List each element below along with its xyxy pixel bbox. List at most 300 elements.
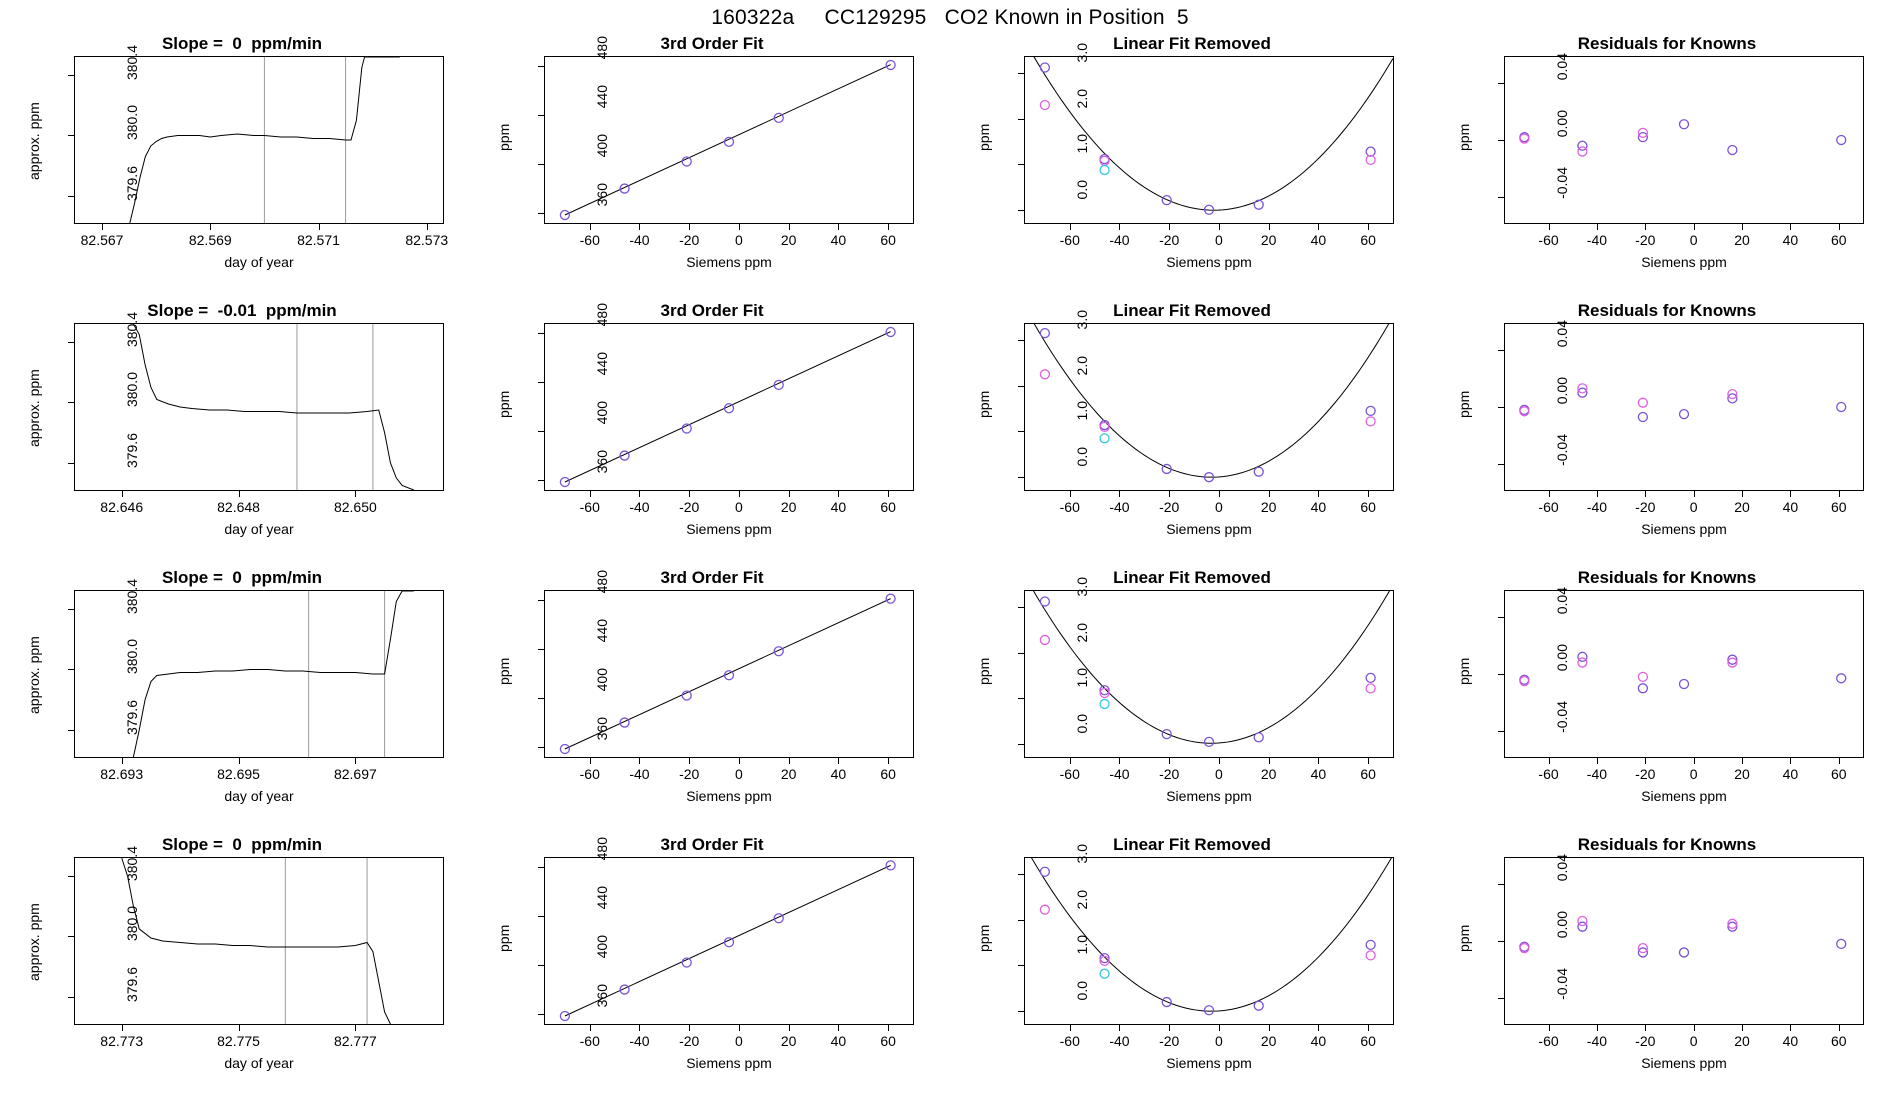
- x-tickmark: [122, 491, 123, 497]
- y-tickmark: [538, 649, 544, 650]
- x-tick-label: -40: [1586, 1033, 1608, 1049]
- y-tickmark: [538, 164, 544, 165]
- x-tick-label: -40: [629, 499, 650, 515]
- y-tick-label: -0.04: [1554, 701, 1570, 734]
- y-axis-label: approx. ppm: [26, 635, 42, 714]
- y-tick-label: 440: [594, 618, 610, 643]
- y-tickmark: [68, 463, 74, 464]
- y-axis-label: approx. ppm: [26, 368, 42, 447]
- x-tickmark: [1839, 224, 1840, 230]
- x-tick-label: 82.567: [80, 232, 124, 248]
- x-tick-label: 60: [1831, 766, 1847, 782]
- x-tick-label: -60: [579, 232, 600, 248]
- x-tickmark: [1269, 224, 1270, 230]
- x-tickmark: [1368, 758, 1369, 764]
- x-tick-label: 40: [830, 499, 847, 515]
- x-tickmark: [1119, 491, 1120, 497]
- x-tickmark: [1694, 758, 1695, 764]
- y-tickmark: [538, 1014, 544, 1015]
- panel-title: Residuals for Knowns: [1577, 301, 1757, 320]
- panel-title: Slope = 0 ppm/min: [161, 568, 323, 587]
- x-axis-label: Siemens ppm: [1166, 788, 1252, 804]
- y-axis-label: ppm: [1456, 657, 1472, 685]
- x-axis-label: Siemens ppm: [1641, 1055, 1727, 1071]
- y-tickmark: [1498, 941, 1504, 942]
- x-tickmark: [888, 224, 889, 230]
- x-axis-label: day of year: [224, 254, 294, 270]
- y-tick-label: -0.04: [1554, 968, 1570, 1001]
- x-tick-label: 40: [830, 1033, 847, 1049]
- x-tick-label: 82.777: [333, 1033, 377, 1049]
- y-tick-label: 440: [594, 885, 610, 910]
- y-axis-label: ppm: [496, 924, 512, 952]
- x-tickmark: [1318, 1025, 1319, 1031]
- panel-r1c1: [12, 30, 472, 297]
- x-tickmark: [122, 758, 123, 764]
- y-tickmark: [1018, 164, 1024, 165]
- panel-r3c2: [482, 564, 942, 831]
- panel-r2c4: [1442, 297, 1892, 564]
- y-tick-label: 0.00: [1554, 911, 1570, 939]
- x-tick-label: -60: [1538, 766, 1559, 782]
- x-tickmark: [1597, 1025, 1598, 1031]
- x-tick-label: 20: [1734, 232, 1750, 248]
- panel-r4c3: [962, 831, 1422, 1098]
- y-tick-label: 380.4: [124, 312, 140, 348]
- x-tick-label: 20: [780, 232, 797, 248]
- y-tick-label: -0.04: [1554, 434, 1570, 467]
- y-tickmark: [68, 196, 74, 197]
- panel-row: [0, 831, 1900, 1098]
- y-axis-label: approx. ppm: [26, 902, 42, 981]
- y-tick-label: 3.0: [1074, 844, 1090, 864]
- x-tick-label: 20: [780, 1033, 797, 1049]
- x-axis-label: Siemens ppm: [686, 1055, 772, 1071]
- panel-title: 3rd Order Fit: [660, 301, 764, 320]
- x-tickmark: [739, 491, 740, 497]
- x-tick-label: 82.646: [100, 499, 144, 515]
- x-tick-label: 20: [1734, 1033, 1750, 1049]
- panel-r2c1: [12, 297, 472, 564]
- y-axis-label: ppm: [976, 390, 992, 418]
- y-tickmark: [1018, 477, 1024, 478]
- x-tickmark: [739, 758, 740, 764]
- x-tick-label: -40: [629, 766, 650, 782]
- x-tickmark: [1694, 1025, 1695, 1031]
- x-tick-label: -40: [1586, 766, 1608, 782]
- x-tickmark: [1119, 758, 1120, 764]
- y-axis-label: ppm: [1456, 390, 1472, 418]
- x-tick-label: 40: [1782, 1033, 1799, 1049]
- x-tickmark: [1742, 758, 1743, 764]
- x-tickmark: [1119, 1025, 1120, 1031]
- x-tickmark: [590, 491, 591, 497]
- x-tick-label: 20: [1260, 766, 1277, 782]
- y-tick-label: 0.04: [1554, 52, 1570, 80]
- x-tickmark: [888, 758, 889, 764]
- panel-title: Linear Fit Removed: [1113, 568, 1271, 587]
- x-tick-label: 60: [1360, 766, 1376, 782]
- x-tickmark: [590, 1025, 591, 1031]
- y-tick-label: 360: [594, 984, 610, 1008]
- x-axis-label: Siemens ppm: [686, 788, 772, 804]
- y-tickmark: [538, 747, 544, 748]
- y-tickmark: [68, 75, 74, 76]
- x-tickmark: [1549, 1025, 1550, 1031]
- x-tick-label: -60: [1538, 1033, 1559, 1049]
- x-tickmark: [1694, 491, 1695, 497]
- page-title: 160322a CC129295 CO2 Known in Position 5: [711, 6, 1189, 29]
- x-tickmark: [689, 758, 690, 764]
- x-tickmark: [838, 224, 839, 230]
- x-tickmark: [1219, 758, 1220, 764]
- x-tick-label: 82.693: [100, 766, 144, 782]
- x-tickmark: [1597, 758, 1598, 764]
- panel-title: Residuals for Knowns: [1577, 835, 1757, 854]
- y-tickmark: [68, 342, 74, 343]
- x-tickmark: [1169, 1025, 1170, 1031]
- x-tick-label: -20: [1635, 766, 1656, 782]
- y-tick-label: 3.0: [1074, 577, 1090, 597]
- panel-title: Slope = -0.01 ppm/min: [147, 301, 337, 320]
- x-tick-label: -20: [1159, 1033, 1180, 1049]
- x-tick-label: 82.775: [217, 1033, 260, 1049]
- y-tick-label: 1.0: [1074, 401, 1090, 421]
- x-tick-label: 0: [1689, 232, 1698, 248]
- panel-row: [0, 30, 1900, 297]
- y-tick-label: 2.0: [1074, 355, 1090, 376]
- y-tickmark: [68, 936, 74, 937]
- x-tick-label: 60: [1360, 1033, 1376, 1049]
- x-tick-label: 0: [1215, 766, 1223, 782]
- y-tick-label: 2.0: [1074, 88, 1090, 109]
- x-tick-label: 82.571: [297, 232, 340, 248]
- x-tickmark: [1368, 224, 1369, 230]
- x-tickmark: [689, 1025, 690, 1031]
- x-tick-label: 20: [780, 766, 797, 782]
- panel-r4c4: [1442, 831, 1892, 1098]
- y-axis-label: ppm: [496, 657, 512, 685]
- x-tick-label: -40: [1109, 766, 1130, 782]
- x-tick-label: 82.773: [100, 1033, 144, 1049]
- x-tick-label: -20: [679, 766, 700, 782]
- x-tickmark: [1742, 491, 1743, 497]
- x-tickmark: [319, 224, 320, 230]
- x-tick-label: 40: [1782, 232, 1799, 248]
- y-tick-label: 0.04: [1554, 853, 1570, 881]
- x-tickmark: [689, 224, 690, 230]
- x-tickmark: [210, 224, 211, 230]
- x-tick-label: -40: [1109, 499, 1130, 515]
- y-tickmark: [1018, 965, 1024, 966]
- x-tick-label: 82.650: [333, 499, 377, 515]
- x-tick-label: -60: [1059, 232, 1080, 248]
- y-tick-label: 2.0: [1074, 889, 1090, 910]
- x-axis-label: Siemens ppm: [1641, 788, 1727, 804]
- x-tickmark: [1219, 224, 1220, 230]
- x-tick-label: 20: [1734, 499, 1750, 515]
- x-tickmark: [1169, 224, 1170, 230]
- x-tick-label: 40: [1782, 766, 1799, 782]
- y-tick-label: 440: [594, 351, 610, 376]
- x-tick-label: 0: [735, 232, 743, 248]
- x-tick-label: 0: [1689, 766, 1698, 782]
- x-tickmark: [1839, 758, 1840, 764]
- y-tick-label: 380.4: [124, 846, 140, 882]
- x-axis-label: Siemens ppm: [1166, 254, 1252, 270]
- y-tickmark: [1498, 350, 1504, 351]
- x-tickmark: [789, 224, 790, 230]
- y-tick-label: 380.4: [124, 579, 140, 615]
- y-tickmark: [1018, 431, 1024, 432]
- panel-r3c3: [962, 564, 1422, 831]
- x-tick-label: 40: [1782, 499, 1799, 515]
- x-tickmark: [1269, 758, 1270, 764]
- y-tickmark: [538, 916, 544, 917]
- panel-title: Linear Fit Removed: [1113, 34, 1271, 53]
- x-tickmark: [1368, 1025, 1369, 1031]
- x-tickmark: [1269, 1025, 1270, 1031]
- x-tick-label: 82.573: [405, 232, 449, 248]
- x-tickmark: [1318, 758, 1319, 764]
- x-tick-label: 40: [1310, 232, 1327, 248]
- x-tickmark: [838, 1025, 839, 1031]
- x-tick-label: 20: [1260, 499, 1277, 515]
- y-tickmark: [68, 669, 74, 670]
- x-tickmark: [739, 1025, 740, 1031]
- x-tick-label: 40: [1310, 499, 1327, 515]
- y-tick-label: 2.0: [1074, 622, 1090, 643]
- panel-title: Slope = 0 ppm/min: [161, 835, 323, 854]
- y-tickmark: [68, 997, 74, 998]
- panel-r1c2: [482, 30, 942, 297]
- x-tick-label: 82.695: [217, 766, 260, 782]
- x-tick-label: 40: [1310, 766, 1327, 782]
- x-tickmark: [1597, 491, 1598, 497]
- x-tick-label: 60: [1831, 1033, 1847, 1049]
- x-tick-label: -60: [579, 499, 600, 515]
- y-tickmark: [68, 730, 74, 731]
- y-tick-label: 380.0: [124, 639, 140, 675]
- panel-title: Residuals for Knowns: [1577, 34, 1757, 53]
- y-axis-label: ppm: [976, 657, 992, 685]
- panel-title: Slope = 0 ppm/min: [161, 34, 323, 53]
- x-tick-label: 60: [1831, 499, 1847, 515]
- y-tickmark: [1498, 83, 1504, 84]
- panel-row: [0, 564, 1900, 831]
- y-tickmark: [1018, 1011, 1024, 1012]
- x-tick-label: -20: [1635, 232, 1656, 248]
- y-tick-label: -0.04: [1554, 167, 1570, 200]
- y-tickmark: [1498, 998, 1504, 999]
- x-tickmark: [1742, 1025, 1743, 1031]
- x-axis-label: day of year: [224, 521, 294, 537]
- y-tick-label: 379.6: [124, 966, 140, 1002]
- y-tickmark: [538, 115, 544, 116]
- x-tickmark: [1549, 758, 1550, 764]
- x-tick-label: -40: [1109, 1033, 1130, 1049]
- panel-r3c4: [1442, 564, 1892, 831]
- x-axis-label: Siemens ppm: [1166, 521, 1252, 537]
- x-tickmark: [639, 491, 640, 497]
- x-tickmark: [1219, 1025, 1220, 1031]
- y-tick-label: 400: [594, 934, 610, 959]
- x-tickmark: [1839, 491, 1840, 497]
- x-tickmark: [355, 758, 356, 764]
- panel-title: Linear Fit Removed: [1113, 301, 1271, 320]
- x-tickmark: [1070, 491, 1071, 497]
- x-tick-label: 0: [1215, 232, 1223, 248]
- y-tick-label: 379.6: [124, 699, 140, 735]
- y-tickmark: [538, 382, 544, 383]
- y-tick-label: 0.0: [1074, 180, 1090, 200]
- x-tick-label: -20: [679, 499, 700, 515]
- panel-title: Linear Fit Removed: [1113, 835, 1271, 854]
- x-tickmark: [789, 758, 790, 764]
- y-tick-label: 380.0: [124, 906, 140, 942]
- y-tick-label: 1.0: [1074, 134, 1090, 154]
- x-tickmark: [355, 491, 356, 497]
- x-tick-label: -40: [1586, 232, 1608, 248]
- x-tick-label: 40: [830, 232, 847, 248]
- y-tickmark: [1498, 884, 1504, 885]
- x-tick-label: 0: [735, 766, 743, 782]
- y-tickmark: [1498, 464, 1504, 465]
- y-tick-label: 0.00: [1554, 644, 1570, 672]
- y-tickmark: [1498, 197, 1504, 198]
- y-tickmark: [538, 600, 544, 601]
- x-tickmark: [239, 491, 240, 497]
- x-tick-label: -20: [679, 1033, 700, 1049]
- y-tickmark: [1018, 698, 1024, 699]
- x-tick-label: 60: [1831, 232, 1847, 248]
- x-axis-label: Siemens ppm: [1641, 521, 1727, 537]
- x-tickmark: [1694, 224, 1695, 230]
- panel-r4c2: [482, 831, 942, 1098]
- x-tick-label: -60: [1538, 499, 1559, 515]
- x-tick-label: 0: [1689, 1033, 1698, 1049]
- x-tickmark: [639, 758, 640, 764]
- x-tick-label: -20: [1635, 1033, 1656, 1049]
- y-tick-label: 1.0: [1074, 935, 1090, 955]
- y-axis-label: ppm: [1456, 123, 1472, 151]
- y-tickmark: [68, 609, 74, 610]
- x-tick-label: 0: [1215, 499, 1223, 515]
- y-tickmark: [538, 965, 544, 966]
- y-tick-label: 360: [594, 450, 610, 474]
- y-tickmark: [1498, 731, 1504, 732]
- y-tick-label: 360: [594, 717, 610, 741]
- x-tickmark: [590, 224, 591, 230]
- x-tick-label: -20: [679, 232, 700, 248]
- x-tickmark: [1070, 1025, 1071, 1031]
- x-tickmark: [789, 491, 790, 497]
- x-tickmark: [1645, 1025, 1646, 1031]
- x-tick-label: -60: [1059, 499, 1080, 515]
- y-tickmark: [1498, 617, 1504, 618]
- x-tick-label: 60: [1360, 232, 1376, 248]
- y-tick-label: 3.0: [1074, 310, 1090, 330]
- x-tickmark: [1318, 224, 1319, 230]
- x-tick-label: 60: [1360, 499, 1376, 515]
- x-tick-label: 0: [735, 1033, 743, 1049]
- x-tickmark: [239, 1025, 240, 1031]
- panel-r2c3: [962, 297, 1422, 564]
- panel-r1c3: [962, 30, 1422, 297]
- x-tick-label: 60: [880, 499, 896, 515]
- y-tick-label: 440: [594, 84, 610, 109]
- y-tickmark: [538, 333, 544, 334]
- y-tick-label: 480: [594, 836, 610, 860]
- x-tick-label: -60: [1059, 766, 1080, 782]
- y-tick-label: 0.0: [1074, 447, 1090, 467]
- x-tickmark: [102, 224, 103, 230]
- y-tick-label: 380.0: [124, 372, 140, 408]
- x-tickmark: [1597, 224, 1598, 230]
- x-tickmark: [590, 758, 591, 764]
- y-tickmark: [1018, 653, 1024, 654]
- x-axis-label: Siemens ppm: [1641, 254, 1727, 270]
- x-tickmark: [1070, 224, 1071, 230]
- y-tick-label: 480: [594, 569, 610, 593]
- x-tickmark: [1790, 224, 1791, 230]
- x-tick-label: -20: [1159, 232, 1180, 248]
- y-tickmark: [1498, 140, 1504, 141]
- x-tick-label: -60: [1059, 1033, 1080, 1049]
- y-tickmark: [1018, 340, 1024, 341]
- x-tick-label: 82.697: [333, 766, 377, 782]
- x-tick-label: 82.648: [217, 499, 260, 515]
- x-tickmark: [427, 224, 428, 230]
- y-tick-label: 1.0: [1074, 668, 1090, 688]
- y-tick-label: 0.00: [1554, 110, 1570, 138]
- y-axis-label: approx. ppm: [26, 101, 42, 180]
- y-axis-label: ppm: [976, 924, 992, 952]
- y-tickmark: [1018, 874, 1024, 875]
- x-axis-label: Siemens ppm: [1166, 1055, 1252, 1071]
- panel-r4c1: [12, 831, 472, 1098]
- y-tickmark: [538, 480, 544, 481]
- y-tickmark: [1018, 119, 1024, 120]
- x-tickmark: [639, 224, 640, 230]
- x-tickmark: [689, 491, 690, 497]
- y-axis-label: ppm: [496, 390, 512, 418]
- y-tick-label: 480: [594, 35, 610, 59]
- x-tick-label: -20: [1635, 499, 1656, 515]
- y-tick-label: 0.00: [1554, 377, 1570, 405]
- y-tickmark: [1018, 210, 1024, 211]
- y-tickmark: [1018, 607, 1024, 608]
- y-tick-label: 480: [594, 302, 610, 326]
- x-tick-label: 20: [1260, 1033, 1277, 1049]
- x-tickmark: [1549, 224, 1550, 230]
- x-tickmark: [1318, 491, 1319, 497]
- y-tickmark: [538, 213, 544, 214]
- x-tick-label: -40: [1586, 499, 1608, 515]
- y-tick-label: 0.04: [1554, 586, 1570, 614]
- y-axis-label: ppm: [976, 123, 992, 151]
- y-tick-label: 0.0: [1074, 714, 1090, 734]
- x-tick-label: 0: [735, 499, 743, 515]
- x-tick-label: 82.569: [188, 232, 232, 248]
- x-tickmark: [1070, 758, 1071, 764]
- x-tickmark: [789, 1025, 790, 1031]
- panel-title: Residuals for Knowns: [1577, 568, 1757, 587]
- y-axis-label: ppm: [496, 123, 512, 151]
- y-axis-label: ppm: [1456, 924, 1472, 952]
- x-tick-label: -40: [629, 1033, 650, 1049]
- y-tickmark: [1498, 407, 1504, 408]
